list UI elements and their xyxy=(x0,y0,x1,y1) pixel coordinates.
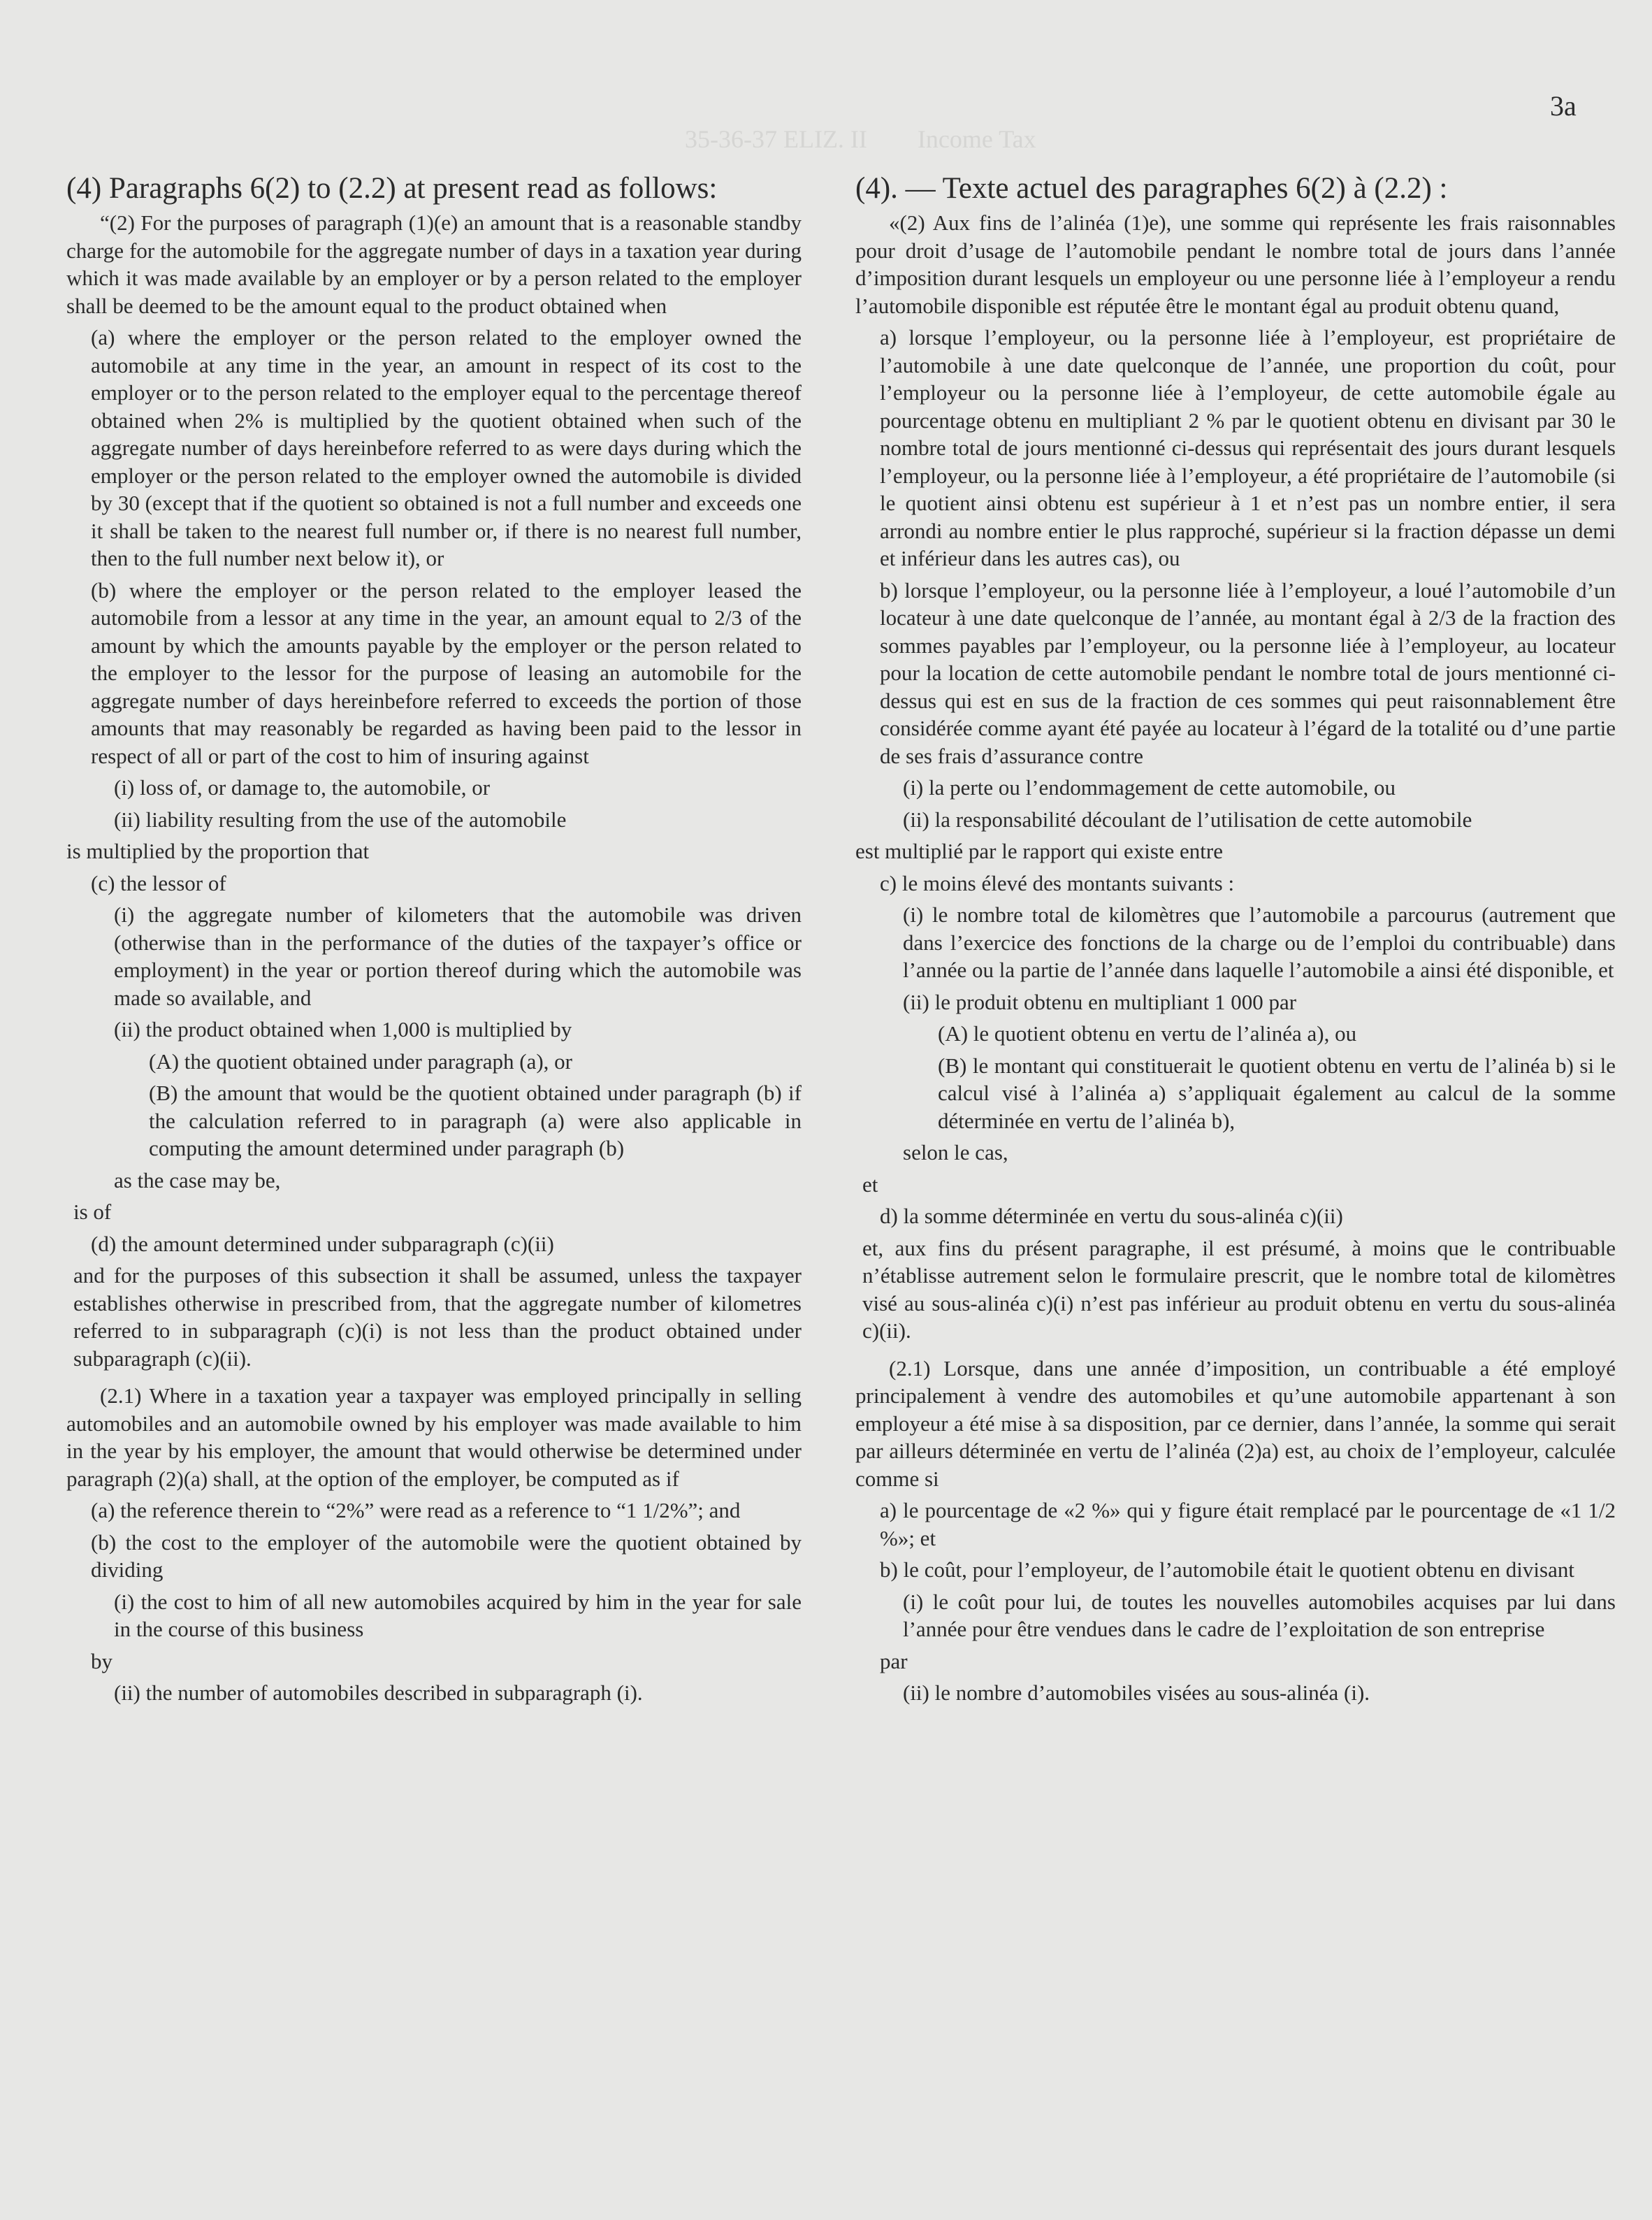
para: (ii) la responsabilité découlant de l’utilisation de cette automobile xyxy=(903,807,1472,832)
para: is of xyxy=(73,1199,112,1224)
para: (A) le quotient obtenu en vertu de l’alinéa a), ou xyxy=(938,1021,1357,1046)
para: par xyxy=(880,1648,908,1673)
para: by xyxy=(91,1648,113,1673)
para: (i) the aggregate number of kilometers that the automobile was driven (otherwise than in the performance of the duties of the taxpayer’s office or employment) in the year or portion thereof during which the automobile was made so available, and xyxy=(114,902,802,1010)
para: et xyxy=(862,1172,878,1197)
para: c) le moins élevé des montants suivants : xyxy=(880,870,1235,895)
para: a) le pourcentage de «2 %» qui y figure était remplacé par le pourcentage de «1 1/2 %»; et xyxy=(880,1498,1616,1550)
para: (ii) le nombre d’automobiles visées au sous-alinéa (i). xyxy=(903,1680,1370,1705)
french-heading: (4). — Texte actuel des paragraphes 6(2) à (2.2) : xyxy=(855,172,1448,205)
para: est multiplié par le rapport qui existe entre xyxy=(855,839,1223,863)
para: b) le coût, pour l’employeur, de l’automobile était le quotient obtenu en divisant xyxy=(880,1557,1574,1582)
para: (A) the quotient obtained under paragraph (a), or xyxy=(149,1048,572,1074)
para: (B) le montant qui constituerait le quotient obtenu en vertu de l’alinéa b) si le calcul visé à l’alinéa a) s’appliquait également au calcul de la somme déterminée en vertu de l’alinéa b), xyxy=(938,1053,1616,1133)
para: d) la somme déterminée en vertu du sous-alinéa c)(ii) xyxy=(880,1204,1343,1228)
para: (d) the amount determined under subparagraph (c)(ii) xyxy=(91,1231,554,1256)
para: and for the purposes of this subsection it shall be assumed, unless the taxpayer establishes otherwise in prescribed from, that the aggregate number of kilometres referred to in subparagraph (c)(i) is not less than the product obtained under subparagraph (c)(ii). xyxy=(73,1263,802,1371)
french-column xyxy=(855,171,1616,1707)
para: (a) where the employer or the person related to the employer owned the automobile at any time in the year, an amount in respect of its cost to the employer or to the person related to the employer equal to the percentage thereof obtained when 2% is multiplied by the quotient obtained when such of the aggregate number of days hereinbefore referred to as were days during which the employer or the person related to the employer owned the automobile is divided by 30 (except that if the quotient so obtained is not a full number and exceeds one it shall be taken to the nearest full number or, if there is no nearest full number, then to the full number next below it), or xyxy=(91,325,802,570)
para: et, aux fins du présent paragraphe, il est présumé, à moins que le contribuable n’établisse autrement selon le formulaire prescrit, que le nombre total de kilomètres visé au sous-alinéa c)(i) n’est pas inférieur au produit obtenu en vertu du sous-alinéa c)(ii). xyxy=(862,1235,1616,1343)
english-column xyxy=(66,171,802,1707)
para: (ii) the product obtained when 1,000 is multiplied by xyxy=(114,1017,572,1041)
para: (i) le coût pour lui, de toutes les nouvelles automobiles acquises par lui dans l’année pour être vendues dans le cadre de l’exploitation de son entreprise xyxy=(903,1589,1616,1641)
para: (ii) the number of automobiles described in subparagraph (i). xyxy=(114,1680,643,1705)
page-number: 3a xyxy=(1550,90,1577,122)
para: (c) the lessor of xyxy=(91,870,226,895)
para: “(2) For the purposes of paragraph (1)(e) an amount that is a reasonable standby charge for the automobile for the aggregate number of days in a taxation year during which it was made available by an employer or by a person related to the employer shall be deemed to be the amount equal to the product obtained when xyxy=(66,210,802,318)
para: (ii) liability resulting from the use of the automobile xyxy=(114,807,567,832)
para: (ii) le produit obtenu en multipliant 1 000 par xyxy=(903,989,1297,1014)
para: (2.1) Where in a taxation year a taxpayer was employed principally in selling automobiles and an automobile owned by his employer was made available to him in the year by his employer, the amount that would otherwise be determined under paragraph (2)(a) shall, at the option of the employer, be computed as if xyxy=(66,1383,802,1491)
para: (b) where the employer or the person related to the employer leased the automobile from a lessor at any time in the year, an amount equal to 2/3 of the amount by which the amounts payable by the employer or the person related to the employer to the lessor for the purpose of leasing an automobile for the aggregate number of days hereinbefore referred to exceeds the portion of those amounts that may reasonably be regarded as having been paid to the lessor in respect of all or part of the cost to him of insuring against xyxy=(91,577,802,768)
para: (i) la perte ou l’endommagement de cette automobile, ou xyxy=(903,775,1396,800)
para: is multiplied by the proportion that xyxy=(66,839,370,863)
para: (2.1) Lorsque, dans une année d’imposition, un contribuable a été employé principalement à vendre des automobiles et qu’une automobile appartenant à son employeur a été mise à sa disposition, par ce dernier, dans l’année, la somme qui serait par ailleurs déterminée en vertu de l’alinéa (2)a) est, au choix de l’employeur, calculée comme si xyxy=(855,1355,1616,1491)
para: a) lorsque l’employeur, ou la personne liée à l’employeur, est propriétaire de l’automobile à une date quelconque de l’année, une proportion du coût, pour l’employeur ou la personne liée à l’employeur, de cette automobile égale au pourcentage obtenu en multipliant 2 % par le quotient obtenu en divisant par 30 le nombre total de jours mentionné ci-dessus qui représentait des jours durant lesquels l’employeur, ou la personne liée à l’employeur, a été propriétaire de l’automobile (si le quotient ainsi obtenu est supérieur à 1 et n’est pas un nombre entier, il sera arrondi au nombre entier le plus rapproché, supérieur si la fraction dépasse un demi et inférieur dans les autres cas), ou xyxy=(880,325,1616,570)
para: b) lorsque l’employeur, ou la personne liée à l’employeur, a loué l’automobile d’un locateur à une date quelconque de l’année, au montant égal à 2/3 de la fraction des sommes payables par l’employeur, ou la personne liée à l’employeur, au locateur pour la location de cette automobile pendant le nombre total de jours mentionné ci-dessus qui est en sus de la fraction de ces sommes qui peut raisonnablement être considérée comme ayant été payée au locateur à l’égard de la totalité ou d’une partie de ses frais d’assurance contre xyxy=(880,577,1616,768)
para: (i) the cost to him of all new automobiles acquired by him in the year for sale in the course of this business xyxy=(114,1589,802,1641)
bleed-through: 35-36-37 ELIZ. II Income Tax xyxy=(685,125,1036,153)
para: as the case may be, xyxy=(114,1167,281,1192)
para: (b) the cost to the employer of the automobile were the quotient obtained by dividing xyxy=(91,1529,802,1582)
para: selon le cas, xyxy=(903,1140,1008,1165)
para: «(2) Aux fins de l’alinéa (1)e), une somme qui représente les frais raisonnables pour droit d’usage de l’automobile pendant le nombre total de jours dans l’année d’imposition durant lesquels un employeur ou une personne liée à l’employeur a rendu l’automobile disponible est réputée être le montant égal au produit obtenu quand, xyxy=(855,210,1616,318)
para: (i) loss of, or damage to, the automobile, or xyxy=(114,775,491,800)
english-heading: (4) Paragraphs 6(2) to (2.2) at present read as follows: xyxy=(66,172,718,205)
para: (a) the reference therein to “2%” were read as a reference to “1 1/2%”; and xyxy=(91,1498,741,1522)
para: (B) the amount that would be the quotient obtained under paragraph (b) if the calculation referred to in paragraph (a) were also applicable in computing the amount determined under paragraph (b) xyxy=(149,1081,802,1160)
para: (i) le nombre total de kilomètres que l’automobile a parcourus (autrement que dans l’exercice des fonctions de la charge ou de l’emploi du contribuable) dans l’année ou la partie de l’année dans laquelle l’automobile a ainsi été disponible, et xyxy=(903,902,1616,982)
